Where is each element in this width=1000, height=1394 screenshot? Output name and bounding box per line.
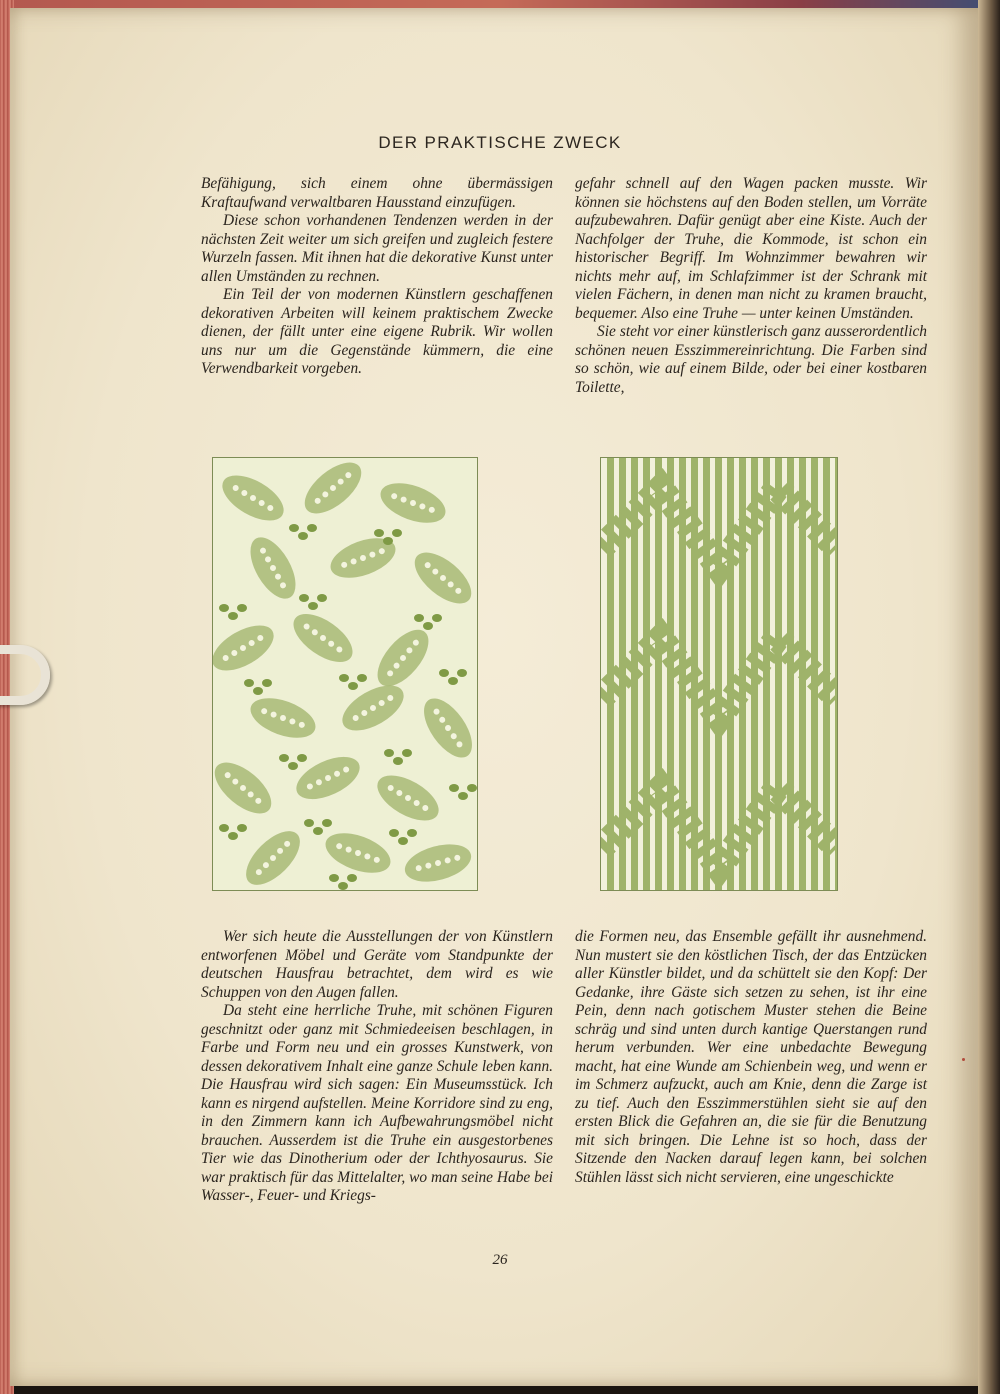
- sprig-motif: [398, 837, 408, 845]
- lattice-pattern-plate: [600, 457, 838, 891]
- sprig-motif: [237, 604, 247, 612]
- paragraph: Sie steht vor einer künstlerisch ganz ausserordentlich schönen neuen Esszimmereinrichtung. Die Farben sind so schön, wie auf einem Bilde, oder bei einer kostbaren Toilette,: [575, 323, 927, 396]
- sprig-motif: [392, 529, 402, 537]
- sprig-motif: [347, 874, 357, 882]
- stripe-motif: [775, 458, 782, 890]
- sprig-motif: [458, 792, 468, 800]
- ink-speck: [962, 1058, 965, 1061]
- sprig-motif: [402, 749, 412, 757]
- sprig-motif: [288, 762, 298, 770]
- stripe-motif: [643, 458, 650, 890]
- sprig-motif: [297, 754, 307, 762]
- sprig-motif: [357, 674, 367, 682]
- sprig-motif: [219, 604, 229, 612]
- stripe-motif: [715, 458, 722, 890]
- lattice-pattern-graphic: [601, 458, 837, 890]
- sprig-motif: [374, 529, 384, 537]
- sprig-motif: [407, 829, 417, 837]
- column-top-right: [575, 175, 927, 397]
- sprig-motif: [228, 612, 238, 620]
- stripe-motif: [727, 458, 734, 890]
- paragraph: Wer sich heute die Ausstellungen der von Künstlern entworfenen Möbel und Geräte vom Standpunkte der deutschen Hausfrau betrachtet, dem wird es wie Schuppen von den Augen fallen.: [201, 928, 553, 1001]
- sprig-motif: [448, 677, 458, 685]
- stripe-motif: [655, 458, 662, 890]
- page-gutter-shadow: [978, 0, 1000, 1394]
- sprig-motif: [219, 824, 229, 832]
- sprig-motif: [389, 829, 399, 837]
- sprig-motif: [253, 687, 263, 695]
- sprig-motif: [307, 524, 317, 532]
- sprig-motif: [237, 824, 247, 832]
- paragraph: die Formen neu, das Ensemble gefällt ihr ausnehmend. Nun mustert sie den köstlichen Tisch, der das Entzücken aller Künstler bildet, und da schüttelt sie den Kopf: Der Gedanke, ihre Gäste sich setzen zu sehen, ist ihr eine Pein, denn nach gotischem Muster stehen die Beine schräg und sind unten durch kantige Querstangen rund herum verbunden. Wer eine unbedachte Bewegung macht, hat eine Wunde am Schienbein weg, und wenn er im Schmerz aufzuckt, auch am Knie, denn die Zarge ist zu tief. Auch den Esszimmerstühlen sieht sie auf den ersten Blick die Gefahren an, die sie für die Benutzung mit sich bringen. Die Lehne ist so hoch, dass der Sitzende den Nacken darauf legen kann, bei solchen Stühlen lässt sich nicht servieren, eine ungeschickte: [575, 928, 927, 1186]
- column-bottom-right: [575, 928, 927, 1187]
- paragraph: Ein Teil der von modernen Künstlern geschaffenen dekorativen Arbeiten will keinem praktischem Zwecke dienen, der fällt unter eine eigene Rubrik. Wir wollen uns nur um die Gegenstände kümmern, die eine Verwendbarkeit vorgeben.: [201, 286, 553, 377]
- leaf-pattern-graphic: [213, 458, 477, 890]
- sprig-motif: [449, 784, 459, 792]
- paragraph: Diese schon vorhandenen Tendenzen werden in der nächsten Zeit weiter um sich greifen und zugleich festere Wurzeln fassen. Mit ihnen hat die dekorative Kunst unter allen Umständen zu rechnen.: [201, 212, 553, 285]
- running-head: DER PRAKTISCHE ZWECK: [378, 133, 622, 152]
- sprig-motif: [439, 669, 449, 677]
- sprig-motif: [308, 602, 318, 610]
- sprig-motif: [298, 532, 308, 540]
- sprig-motif: [313, 827, 323, 835]
- sprig-motif: [338, 882, 348, 890]
- paragraph: gefahr schnell auf den Wagen packen musste. Wir können sie höchstens auf den Boden stellen, um Vorräte aufzubewahren. Dafür genügt aber eine Kiste. Auch der Nachfolger der Truhe, die Kommode, ist schon ein historischer Begriff. Im Wohnzimmer bewahren wir nichts mehr auf, im Schlafzimmer ist der Schrank mit vielen Fächern, in denen man nicht zu kramen braucht, bequemer. Also eine Truhe — unter keinen Umständen.: [575, 175, 927, 322]
- sprig-motif: [228, 832, 238, 840]
- stripe-motif: [787, 458, 794, 890]
- leaf-pattern-plate: [212, 457, 478, 891]
- sprig-motif: [289, 524, 299, 532]
- sprig-motif: [304, 819, 314, 827]
- stripe-motif: [703, 458, 710, 890]
- sprig-motif: [244, 679, 254, 687]
- sprig-motif: [393, 757, 403, 765]
- sprig-motif: [329, 874, 339, 882]
- column-top-left: [201, 175, 553, 379]
- sprig-motif: [432, 614, 442, 622]
- sprig-motif: [262, 679, 272, 687]
- page-number: 26: [492, 1252, 508, 1268]
- sprig-motif: [299, 594, 309, 602]
- sprig-motif: [339, 674, 349, 682]
- sprig-motif: [322, 819, 332, 827]
- sprig-motif: [457, 669, 467, 677]
- sprig-motif: [317, 594, 327, 602]
- sprig-motif: [279, 754, 289, 762]
- paragraph: Befähigung, sich einem ohne übermässigen Kraftaufwand verwaltbaren Hausstand einzufügen.: [201, 175, 553, 211]
- sprig-motif: [467, 784, 477, 792]
- sprig-motif: [423, 622, 433, 630]
- paragraph: Da steht eine herrliche Truhe, mit schönen Figuren geschnitzt oder ganz mit Schmiedeeisen beschlagen, in Farbe und Form neu und ein grosses Kunstwerk, von dessen dekorativem Inhalt eine ganze Schule leben kann. Die Hausfrau wird sich sagen: Ein Museumsstück. Ich kann es nirgend aufstellen. Meine Korridore sind zu eng, in den Zimmern kann ich Aufbewahrungsmöbel nicht brauchen. Ausserdem ist die Truhe ein ausgestorbenes Tier wie das Dinotherium oder der Ichthyosaurus. Sie war praktisch für das Mittelalter, wo man seine Habe bei Wasser-, Feuer- und Kriegs-: [201, 1002, 553, 1204]
- sprig-motif: [384, 749, 394, 757]
- sprig-motif: [414, 614, 424, 622]
- sprig-motif: [383, 537, 393, 545]
- sprig-motif: [348, 682, 358, 690]
- column-bottom-left: [201, 928, 553, 1206]
- stripe-motif: [835, 458, 837, 890]
